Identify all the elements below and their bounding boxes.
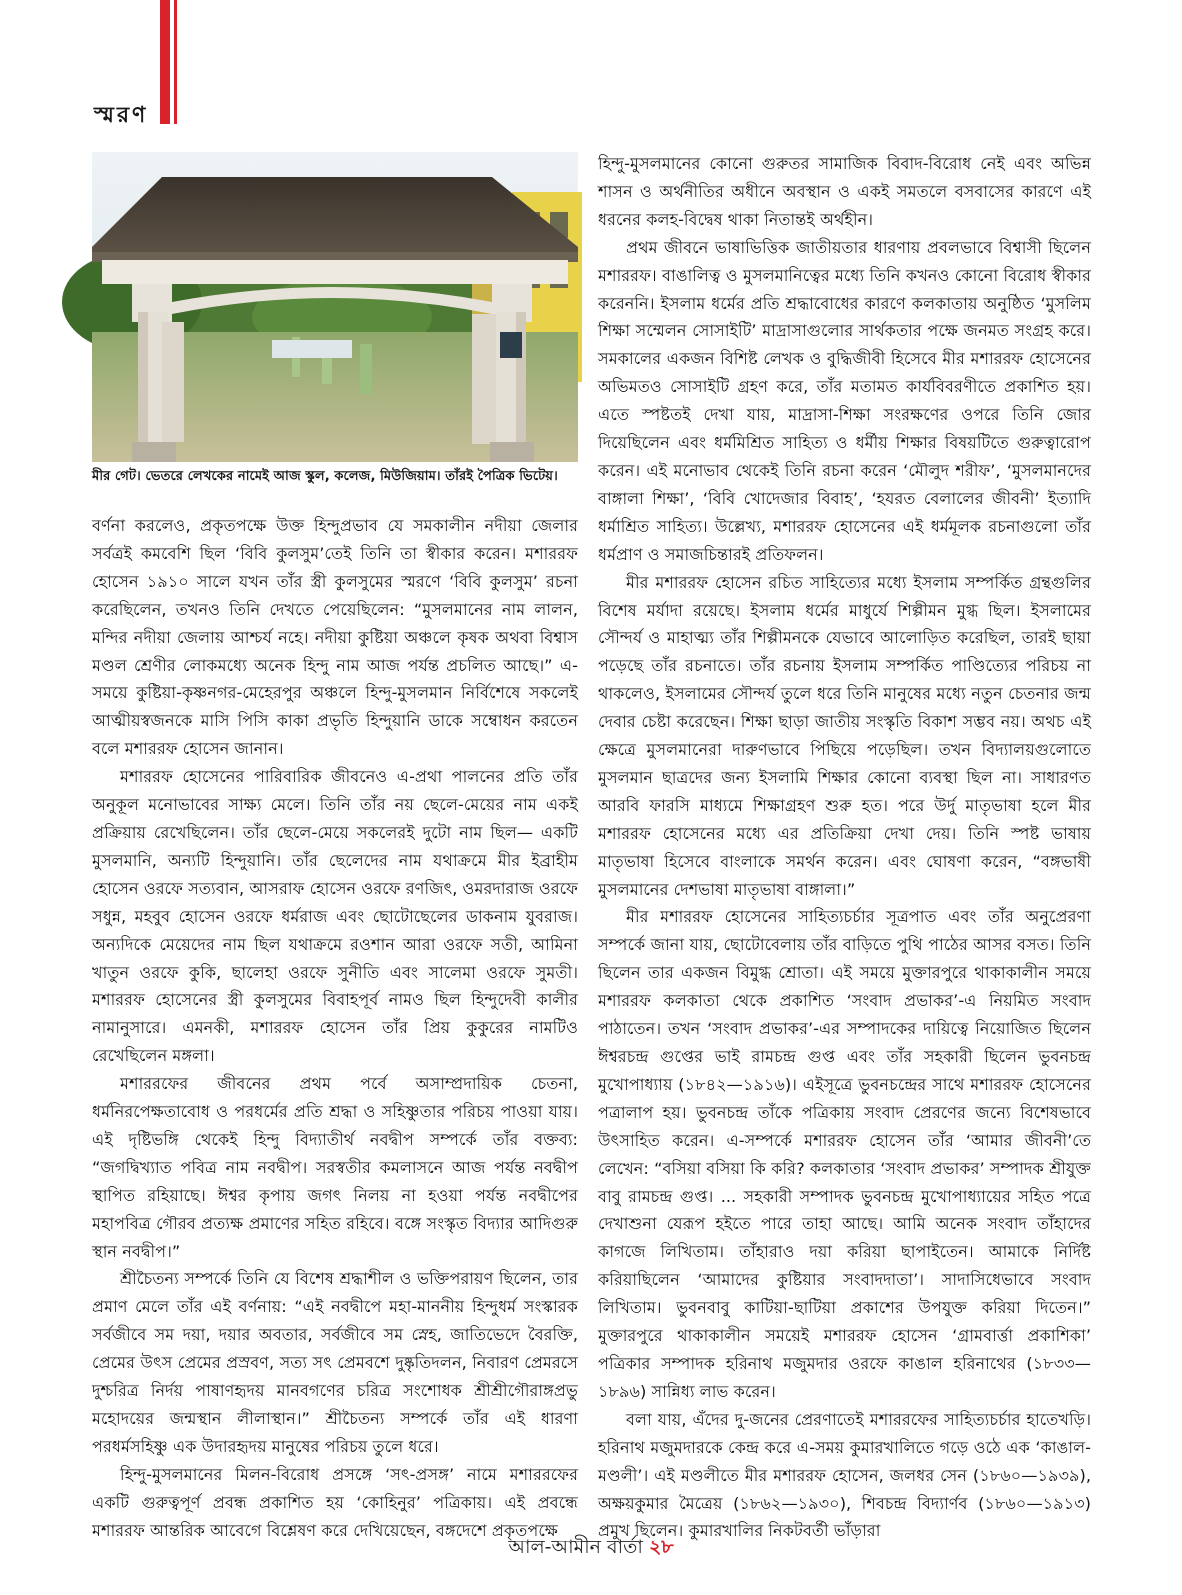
paragraph: শ্রীচৈতন্য সম্পর্কে তিনি যে বিশেষ শ্রদ্ধাশীল ও ভক্তিপরায়ণ ছিলেন, তার প্রমাণ মেলে তাঁর এই বর্ণনায়: “এই নবদ্বীপে মহা-মাননীয় হিন্দুধর্ম সংস্কারক সর্বজীবে সম দয়া, দয়ার অবতার, সর্বজীবে সম স্নেহ, জাতিভেদে বৈরক্তি, প্রেমের উৎস প্রেমের প্রস্রবণ, সত্য সৎ প্রেমবশে দুষ্কৃতিদলন, নিবারণ প্রেমরসে দুশ্চরিত্র নির্দয় পাষাণহৃদয় মানবগণের চরিত্র সংশোধক শ্রীশ্রীগৌরাঙ্গপ্রভু মহোদয়ের জন্মস্থান লীলাস্থান।” শ্রীচৈতন্য সম্পর্কে তাঁর এই ধারণা পরধর্মসহিষ্ণু এক উদারহৃদয় মানুষের পরিচয় তুলে ধরে। [92, 1269, 578, 1456]
page-footer [0, 1533, 1182, 1565]
paragraph: হিন্দু-মুসলমানের কোনো গুরুতর সামাজিক বিবাদ-বিরোধ নেই এবং অভিন্ন শাসন ও অর্থনীতির অধীনে অবস্থান ও একই সমতলে বসবাসের কারণে এই ধরনের কলহ-বিদ্বেষ থাকা নিতান্তই অর্থহীন। [598, 154, 1091, 229]
paragraph: হিন্দু-মুসলমানের মিলন-বিরোধ প্রসঙ্গে ‘সৎ-প্রসঙ্গ’ নামে মশাররফের একটি গুরুত্বপূর্ণ প্রবন্ধ প্রকাশিত হয় ‘কোহিনুর’ পত্রিকায়। এই প্রবন্ধে মশাররফ আন্তরিক আবেগে বিশ্লেষণ করে দেখিয়েছেন, বঙ্গদেশে প্রকৃতপক্ষে [92, 1464, 578, 1540]
paragraph: মশাররফ হোসেনের পারিবারিক জীবনেও এ-প্রথা পালনের প্রতি তাঁর অনুকূল মনোভাবের সাক্ষ্য মেলে। তিনি তাঁর নয় ছেলে-মেয়ের নাম একই প্রক্রিয়ায় রেখেছিলেন। তাঁর ছেলে-মেয়ে সকলেরই দুটো নাম ছিল— একটি মুসলমানি, অন্যটি হিন্দুয়ানি। তাঁর ছেলেদের নাম যথাক্রমে মীর ইব্রাহীম হোসেন ওরফে সত্যবান, আসরাফ হোসেন ওরফে রণজিৎ, ওমরদারাজ ওরফে সধুন্ন, মহবুব হোসেন ওরফে ধর্মরাজ এবং ছোটোছেলের ডাকনাম যুবরাজ। অন্যদিকে মেয়েদের নাম ছিল যথাক্রমে রওশান আরা ওরফে সতী, আমিনা খাতুন ওরফে কুকি, ছালেহা ওরফে সুনীতি এবং সালেমা ওরফে সুমতী। মশাররফ হোসেনের স্ত্রী কুলসুমের বিবাহপূর্ব নামও ছিল হিন্দুদেবী কালীর নামানুসারে। এমনকী, মশাররফ হোসেন তাঁর প্রিয় কুকুরের নামটিও রেখেছিলেন মঙ্গলা। [92, 767, 578, 1066]
section-label: স্মরণ [94, 102, 149, 128]
photo-caption: মীর গেট। ভেতরে লেখকের নামেই আজ স্কুল, কলেজ, মিউজিয়াম। তাঁরই পৈত্রিক ভিটেয়। [92, 469, 558, 484]
paragraph: বলা যায়, এঁদের দু-জনের প্রেরণাতেই মশাররফের সাহিত্যচর্চার হাতেখড়ি। হরিনাথ মজুমদারকে কেন্দ্র করে এ-সময় কুমারখালিতে গড়ে ওঠে এক ‘কাঙাল-মণ্ডলী’। এই মণ্ডলীতে মীর মশাররফ হোসেন, জলধর সেন (১৮৬০—১৯৩৯), অক্ষয়কুমার মৈত্রেয় (১৮৬২—১৯৩০), শিবচন্দ্র বিদ্যার্ণব (১৮৬০—১৯১৩) প্রমুখ ছিলেন। কুমারখালির নিকটবর্তী ভাঁড়ারা [598, 1409, 1091, 1541]
left-column [92, 512, 578, 1540]
paragraph: মীর মশাররফ হোসেন রচিত সাহিত্যের মধ্যে ইসলাম সম্পর্কিত গ্রন্থগুলির বিশেষ মর্যাদা রয়েছে। ইসলাম ধর্মের মাধুর্যে শিল্পীমন মুগ্ধ ছিল। ইসলামের সৌন্দর্য ও মাহাত্ম্য তাঁর শিল্পীমনকে যেভাবে আলোড়িত করেছিল, তারই ছায়া পড়েছে তাঁর রচনাতে। তাঁর রচনায় ইসলাম সম্পর্কিত পাণ্ডিত্যের পরিচয় না থাকলেও, ইসলামের সৌন্দর্য তুলে ধরে তিনি মানুষের মধ্যে নতুন চেতনার জন্ম দেবার চেষ্টা করেছেন। শিক্ষা ছাড়া জাতীয় সংস্কৃতি বিকাশ সম্ভব নয়। অথচ এই ক্ষেত্রে মুসলমানেরা দারুণভাবে পিছিয়ে পড়েছিল। তখন বিদ্যালয়গুলোতে মুসলমান ছাত্রদের জন্য ইসলামি শিক্ষার কোনো ব্যবস্থা ছিল না। সাধারণত আরবি ফারসি মাধ্যমে শিক্ষাগ্রহণ শুরু হত। পরে উর্দু মাতৃভাষা হলে মীর মশাররফ হোসেনের মধ্যে এর প্রতিক্রিয়া দেখা দেয়। তিনি স্পষ্ট ভাষায় মাতৃভাষা হিসেবে বাংলাকে সমর্থন করেন। এবং ঘোষণা করেন, “বঙ্গভাষী মুসলমানের দেশভাষা মাতৃভাষা বাঙ্গালা।” [598, 572, 1091, 899]
paragraph: বর্ণনা করলেও, প্রকৃতপক্ষে উক্ত হিন্দুপ্রভাব যে সমকালীন নদীয়া জেলার সর্বত্রই কমবেশি ছিল ‘বিবি কুলসুম’তেই তিনি তা স্বীকার করেন। মশাররফ হোসেন ১৯১০ সালে যখন তাঁর স্ত্রী কুলসুমের স্মরণে ‘বিবি কুলসুম’ রচনা করেছিলেন, তখনও তিনি দেখতে পেয়েছিলেন: “মুসলমানের নাম লালন, মন্দির নদীয়া জেলায় আশ্চর্য নহে। নদীয়া কুষ্টিয়া অঞ্চলে কৃষক অথবা বিশ্বাস মণ্ডল শ্রেণীর লোকমধ্যে অনেক হিন্দু নাম আজ পর্যন্ত প্রচলিত আছে।” এ-সময়ে কুষ্টিয়া-কৃষ্ণনগর-মেহেরপুর অঞ্চলে হিন্দু-মুসলমান নির্বিশেষে সকলেই আত্মীয়স্বজনকে মাসি পিসি কাকা প্রভৃতি হিন্দুয়ানি ডাকে সম্বোধন করতেন বলে মশাররফ হোসেন জানান। [92, 516, 578, 759]
right-column [598, 150, 1091, 1541]
page-number: ২৮ [648, 1536, 674, 1558]
paragraph: মশাররফের জীবনের প্রথম পর্বে অসাম্প্রদায়িক চেতনা, ধর্মনিরপেক্ষতাবোধ ও পরধর্মের প্রতি শ্রদ্ধা ও সহিষ্ণুতার পরিচয় পাওয়া যায়। এই দৃষ্টিভঙ্গি থেকেই হিন্দু বিদ্যাতীর্থ নবদ্বীপ সম্পর্কে তাঁর বক্তব্য: “জগদ্বিখ্যাত পবিত্র নাম নবদ্বীপ। সরস্বতীর কমলাসনে আজ পর্যন্ত নবদ্বীপ স্থাপিত রহিয়াছে। ঈশ্বর কৃপায় জগৎ নিলয় না হওয়া পর্যন্ত নবদ্বীপের মহাপবিত্র গৌরব প্রত্যক্ষ প্রমাণের সহিত রহিবে। বঙ্গে সংস্কৃত বিদ্যার আদিগুরু স্থান নবদ্বীপ।” [92, 1074, 578, 1261]
paragraph: মীর মশাররফ হোসেনের সাহিত্যচর্চার সূত্রপাত এবং তাঁর অনুপ্রেরণা সম্পর্কে জানা যায়, ছোটোবেলায় তাঁর বাড়িতে পুথি পাঠের আসর বসত। তিনি ছিলেন তার একজন বিমুগ্ধ শ্রোতা। এই সময়ে মুক্তারপুরে থাকাকালীন সময়ে মশাররফ কলকাতা থেকে প্রকাশিত ‘সংবাদ প্রভাকর’-এ নিয়মিত সংবাদ পাঠাতেন। তখন ‘সংবাদ প্রভাকর’-এর সম্পাদকের দায়িত্বে নিয়োজিত ছিলেন ঈশ্বরচন্দ্র গুপ্তের ভাই রামচন্দ্র গুপ্ত এবং তাঁর সহকারী ছিলেন ভুবনচন্দ্র মুখোপাধ্যায় (১৮৪২—১৯১৬)। এইসূত্রে ভুবনচন্দ্রের সাথে মশাররফ হোসেনের পত্রালাপ হয়। ভুবনচন্দ্র তাঁকে পত্রিকায় সংবাদ প্রেরণের জন্যে বিশেষভাবে উৎসাহিত করেন। এ-সম্পর্কে মশাররফ হোসেন তাঁর ‘আমার জীবনী’তে লেখেন: “বসিয়া বসিয়া কি করি? কলকাতার ‘সংবাদ প্রভাকর’ সম্পাদক শ্রীযুক্ত বাবু রামচন্দ্র গুপ্ত। ... সহকারী সম্পাদক ভুবনচন্দ্র মুখোপাধ্যায়ের সহিত পত্রে দেখাশুনা যেরূপ হইতে পারে তাহা আছে। আমি অনেক সংবাদ তাঁহাদের কাগজে লিখিতাম। তাঁহারাও দয়া করিয়া ছাপাইতেন। আমাকে নির্দিষ্ট করিয়াছিলেন ‘আমাদের কুষ্টিয়ার সংবাদদাতা’। সাদাসিধেভাবে সংবাদ লিখিতাম। ভুবনবাবু কাটিয়া-ছাটিয়া প্রকাশের উপযুক্ত করিয়া দিতেন।” মুক্তারপুরে থাকাকালীন সময়েই মশাররফ হোসেন ‘গ্রামবার্ত্তা প্রকাশিকা’ পত্রিকার সম্পাদক হরিনাথ মজুমদার ওরফে কাঙাল হরিনাথের (১৮৩৩—১৮৯৬) সান্নিধ্য লাভ করেন। [598, 907, 1091, 1401]
header-accent-bar [160, 0, 170, 124]
mir-gate-photo [92, 152, 578, 462]
paragraph: প্রথম জীবনে ভাষাভিত্তিক জাতীয়তার ধারণায় প্রবলভাবে বিশ্বাসী ছিলেন মশাররফ। বাঙালিত্ব ও মুসলমানিত্বের মধ্যে তিনি কখনও কোনো বিরোধ স্বীকার করেননি। ইসলাম ধর্মের প্রতি শ্রদ্ধাবোধের কারণে কলকাতায় অনুষ্ঠিত ‘মুসলিম শিক্ষা সম্মেলন সোসাইটি’ মাদ্রাসাগুলোর সার্থকতার পক্ষে জনমত সংগ্রহ করে। সমকালের একজন বিশিষ্ট লেখক ও বুদ্ধিজীবী হিসেবে মীর মশাররফ হোসেনের অভিমতও সোসাইটি গ্রহণ করে, তাঁর মতামত কার্যবিবরণীতে প্রকাশিত হয়। এতে স্পষ্টতই দেখা যায়, মাদ্রাসা-শিক্ষা সংরক্ষণের ওপরে তিনি জোর দিয়েছিলেন এবং ধর্মমিশ্রিত সাহিত্য ও ধর্মীয় শিক্ষার বিষয়টিতে গুরুত্বারোপ করেন। এই মনোভাব থেকেই তিনি রচনা করেন ‘মৌলুদ শরীফ’, ‘মুসলমানদের বাঙ্গালা শিক্ষা’, ‘বিবি খোদেজার বিবাহ’, ‘হযরত বেলালের জীবনী’ ইত্যাদি ধর্মাশ্রিত সাহিত্য। উল্লেখ্য, মশাররফ হোসেনের এই ধর্মমূলক রচনাগুলো তাঁর ধর্মপ্রাণ ও সমাজচিন্তারই প্রতিফলন। [598, 237, 1091, 564]
header-accent-line [174, 0, 177, 124]
magazine-name: আল-আমীন বার্তা [508, 1536, 643, 1558]
